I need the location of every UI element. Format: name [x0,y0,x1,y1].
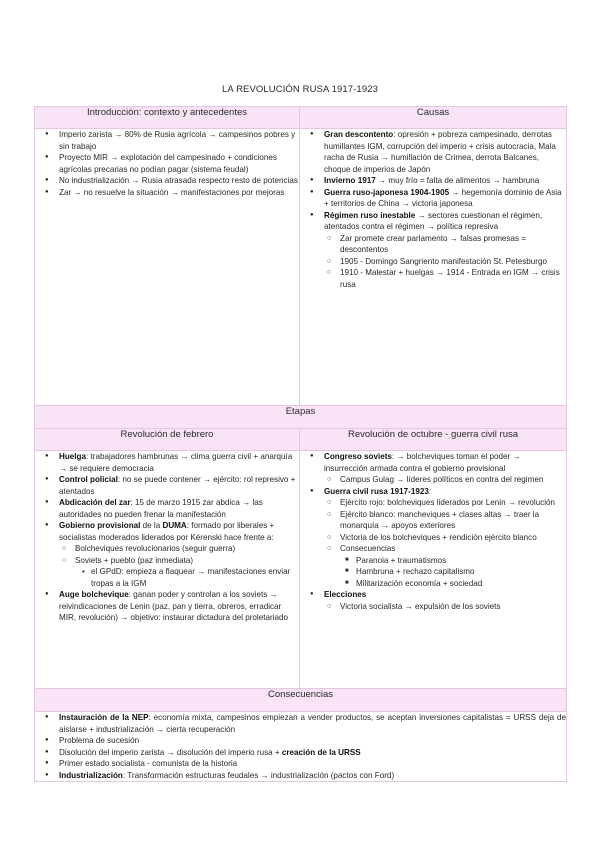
list-item: ● No industrialización → Rusia atrasada respecto resto de potencias [59,175,299,187]
sub-list [324,497,566,589]
consecuencias-list [35,712,566,781]
list-item: ● Gran descontento: opresión + pobreza campesinado, derrotas humillantes IGM, corrupción del imperio + crisis autocracia, Mala racha de Rusia → humillación de Crimea, derrota Balcanes, choque de imperios de Japón [324,129,566,175]
subsub-item: ■ Hambruna + rechazo capitalismo [356,566,566,578]
consecuencias-header: Consecuencias [35,689,567,712]
consecuencias-cell [35,712,567,782]
sub-item: ○ Zar promete crear parlamento → falsas promesas = descontentos [340,233,566,256]
list-item: ● Imperio zarista → 80% de Rusia agrícola → campesinos pobres y sin trabajo [59,129,299,152]
list-item: ● Régimen ruso inestable → sectores cuestionan el régimen, atentados contra el régimen → política represiva ○ Zar promete crear parlamento → falsas promesas = descontentos ○ 1905 - Domingo Sangriento manifestación St. Petesburgo ○ 1910 - Malestar + huelgas → 1914 - Entrada en IGM → crisis rusa [324,210,566,291]
sub-item: ○ Bolcheviques revolucionarios (seguir guerra) [75,543,299,555]
intro-list [35,129,299,198]
causas-cell [300,129,567,406]
octubre-header: Revolución de octubre - guerra civil rusa [300,429,567,451]
febrero-list [35,451,299,624]
list-item: ● Problema de sucesión [59,735,566,747]
sub-list [324,474,566,486]
causas-list [300,129,566,290]
subsub-item: ■ Militarización economía + sociedad [356,578,566,590]
list-item: ● Guerra ruso-japonesa 1904-1905 → hegemonía dominio de Asia + territorios de China → victoria japonesa [324,187,566,210]
list-item: ● Instauración de la NEP: economía mixta, campesinos empiezan a vender productos, se aceptan inversiones capitalistas = URSS deja de aislarse + industrialización → cierta recuperación [59,712,566,735]
subsub-list [340,555,566,590]
list-item: ● Abdicación del zar: 15 de marzo 1915 zar abdica → las autoridades no pueden frenar la manifestación [59,497,299,520]
sub-item: ○ Ejército blanco: mancheviques + clases altas → traer la monarquía → apoyos exteriores [340,509,566,532]
list-item: ● Congreso soviets: → bolcheviques toman el poder → insurrección armada contra el gobierno provisional ○ Campus Gulag → líderes políticos en contra del regimen [324,451,566,486]
list-item: ● Primer estado socialista - comunista de la historia [59,758,566,770]
list-item: ● Huelga: trabajadores hambrunas → clima guerra civil + anarquía → se requiere democracia [59,451,299,474]
intro-cell [35,129,300,406]
sub-item: ○ Campus Gulag → líderes políticos en contra del regimen [340,474,566,486]
list-item: ● Control policial: no se puede contener → ejército: rol represivo + atentados [59,474,299,497]
sub-item: ○ Victoria socialista → expulsión de los soviets [340,601,566,613]
list-item: ● Zar → no resuelve la situación → manifestaciones por mejoras [59,187,299,199]
sub-list [324,601,566,613]
sub-item: ○ Ejército rojo: bolcheviques liderados por Lenin → revolución [340,497,566,509]
sub-item: ○ 1905 - Domingo Sangriento manifestación St. Petesburgo [340,256,566,268]
sub-item: ○ Soviets + pueblo (paz inmediata) ▪ el GPdD: empieza a flaquear → manifestaciones enviar tropas a la IGM [75,555,299,590]
subsub-item: ■ Paranoia + traumatismos [356,555,566,567]
subsub-item: ▪ el GPdD: empieza a flaquear → manifestaciones enviar tropas a la IGM [91,566,299,589]
sub-item: ○ Victoria de los bolcheviques + rendición ejército blanco [340,532,566,544]
febrero-cell [35,451,300,689]
list-item: ● Invierno 1917 → muy frío = falta de alimentos → hambruna [324,175,566,187]
list-item: ● Guerra civil rusa 1917-1923: ○ Ejército rojo: bolcheviques liderados por Lenin → revolución ○ Ejército blanco: mancheviques + clases altas → traer la monarquía → apoyos exteriores ○ Victoria de los bolcheviques + rendición ejército blanco ○ Consecuencias ■ Paranoia + traumatismos ■ Hambruna + rechazo capitalismo ■ Militarización economía + sociedad [324,486,566,590]
list-item: ● Auge bolchevique: ganan poder y controlan a los soviets → reivindicaciones de Lenin (paz, pan y tierra, obreros, erradicar MIR, revolución) → objetivo: instaurar dictadura del proletariado [59,589,299,624]
list-item: ● Gobierno provisional de la DUMA: formado por liberales + socialistas moderados liderados por Kérenski hace frente a: ○ Bolcheviques revolucionarios (seguir guerra) ○ Soviets + pueblo (paz inmediata) ▪ el GPdD: empieza a flaquear → manifestaciones enviar tropas a la IGM [59,520,299,589]
list-item: ● Disolución del imperio zarista → disolución del imperio rusa + creación de la URSS [59,747,566,759]
intro-header: Introducción: contexto y antecedentes [35,107,300,129]
sub-item: ○ Consecuencias ■ Paranoia + traumatismos ■ Hambruna + rechazo capitalismo ■ Militarización economía + sociedad [340,543,566,589]
octubre-cell [300,451,567,689]
causas-header: Causas [300,107,567,129]
sub-list [324,233,566,291]
etapas-header: Etapas [35,406,567,429]
page-title: LA REVOLUCIÓN RUSA 1917-1923 [222,84,378,95]
sub-list [59,543,299,589]
octubre-list [300,451,566,612]
summary-table [34,106,567,782]
list-item: ● Industrialización: Transformación estructuras feudales → industrialización (pactos con Ford) [59,770,566,782]
subsub-list [75,566,299,589]
febrero-header: Revolución de febrero [35,429,300,451]
list-item: ● Elecciones ○ Victoria socialista → expulsión de los soviets [324,589,566,612]
list-item: ● Proyecto MIR → explotación del campesinado + condiciones agrícolas precarias no podían pagar (sistema feudal) [59,152,299,175]
sub-item: ○ 1910 - Malestar + huelgas → 1914 - Entrada en IGM → crisis rusa [340,267,566,290]
